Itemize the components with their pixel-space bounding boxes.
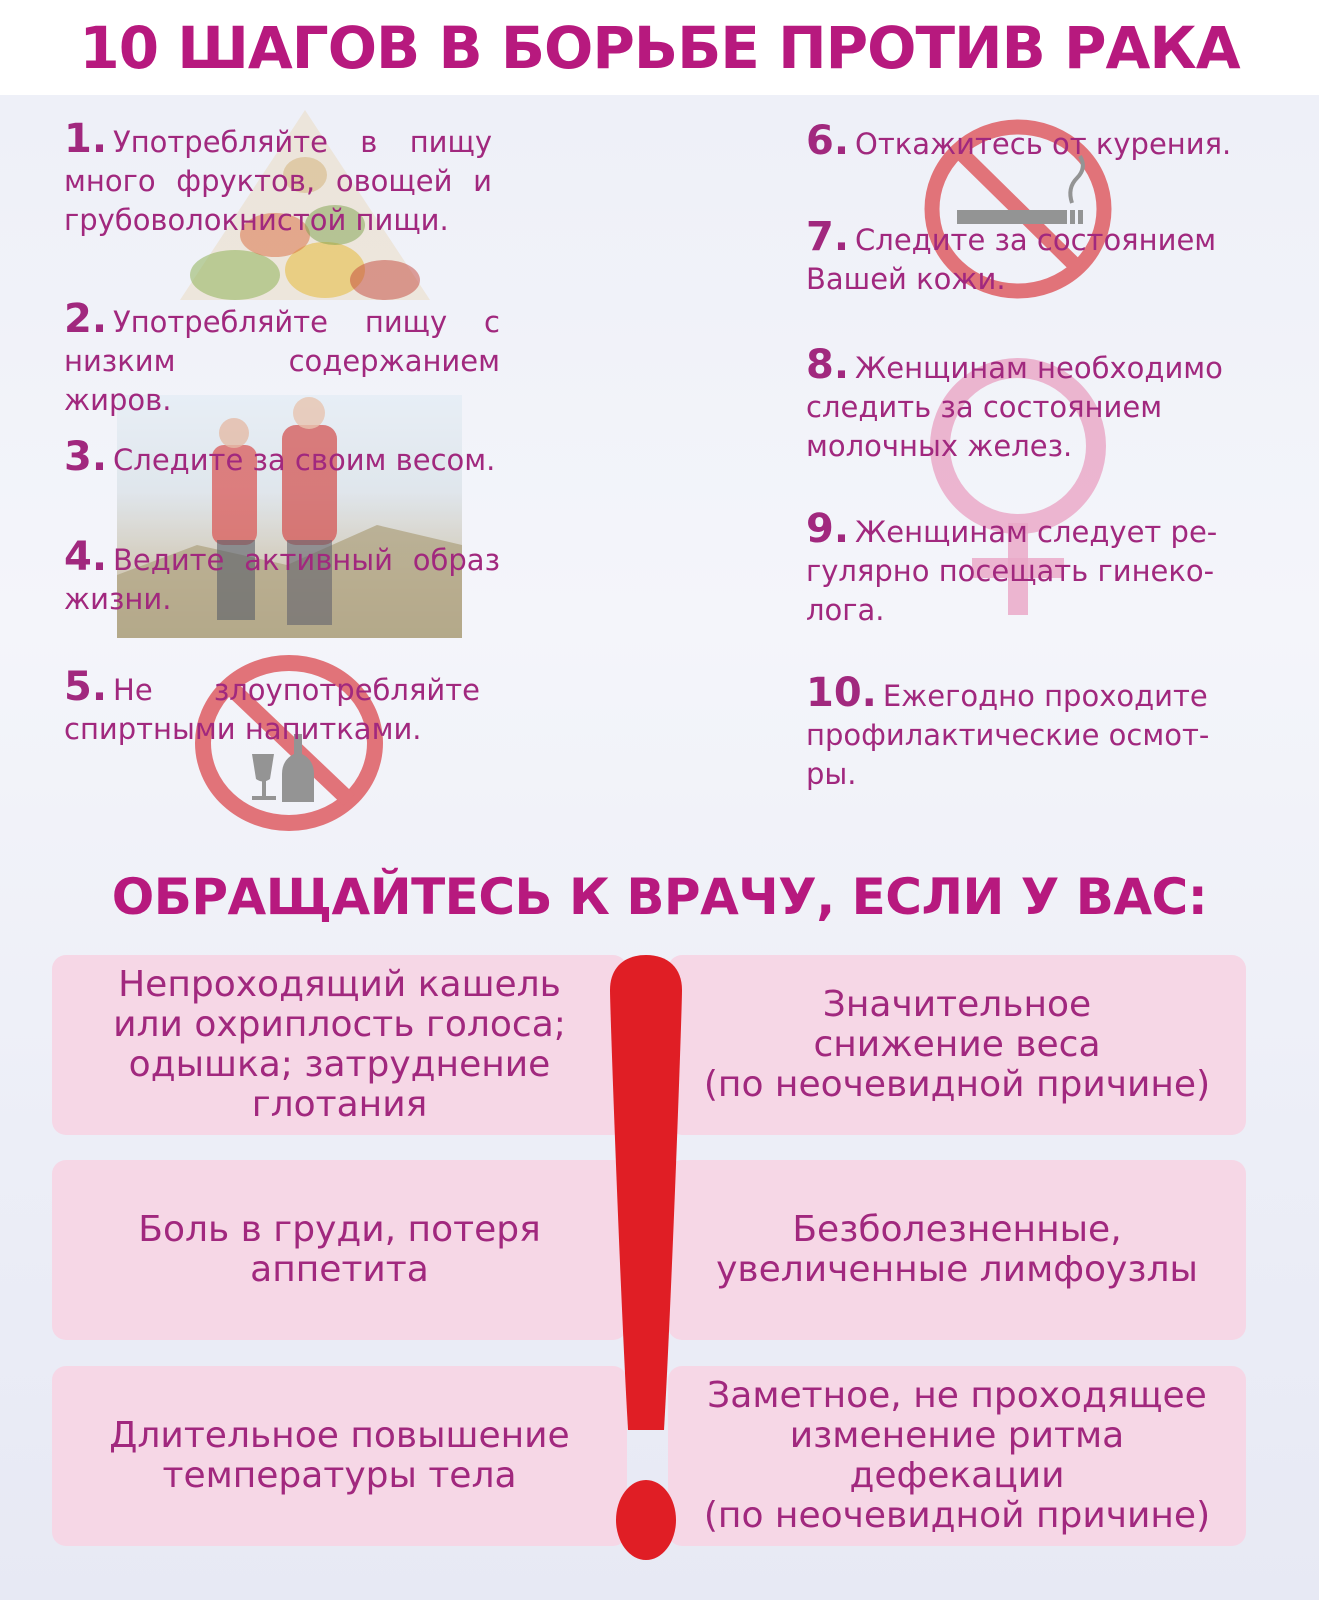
symptom-card-1 bbox=[52, 955, 627, 1135]
step-1: 1. Употребляйте в пищу много фруктов, овощей и грубоволокнистой пищи. bbox=[64, 116, 492, 237]
symptom-text: Значительное снижение веса (по неочевидной причине) bbox=[703, 984, 1211, 1105]
step-3: 3. Следите за своим весом. bbox=[64, 434, 496, 480]
symptom-card-6 bbox=[668, 1366, 1246, 1546]
symptom-card-5 bbox=[52, 1366, 627, 1546]
page-title: 10 ШАГОВ В БОРЬБЕ ПРОТИВ РАКА bbox=[79, 14, 1240, 82]
symptom-text: Длительное повышение температуры тела bbox=[109, 1415, 570, 1496]
symptom-text: Безболезненные, увеличенные лимфоузлы bbox=[716, 1209, 1198, 1290]
step-9: 9. Женщинам следует ре-гулярно посещать гинеко-лога. bbox=[806, 506, 1218, 627]
step-10: 10. Ежегодно проходите профилактические осмот-ры. bbox=[806, 670, 1210, 791]
step-6: 6. Откажитесь от курения. bbox=[806, 118, 1232, 164]
step-8: 8. Женщинам необходимо следить за состоянием молочных желез. bbox=[806, 342, 1223, 463]
symptom-text: Заметное, не проходящее изменение ритма дефекации (по неочевидной причине) bbox=[703, 1375, 1211, 1536]
step-4: 4. Ведите активный образ жизни. bbox=[64, 534, 500, 616]
symptom-card-4 bbox=[668, 1160, 1246, 1340]
doctor-section-title: ОБРАЩАЙТЕСЬ К ВРАЧУ, ЕСЛИ У ВАС: bbox=[111, 868, 1208, 926]
step-2: 2. Употребляйте пищу с низким содержанием жиров. bbox=[64, 296, 500, 417]
symptom-text: Непроходящий кашель или охриплость голоса; одышка; затруднение глотания bbox=[113, 964, 566, 1125]
symptom-card-2 bbox=[668, 955, 1246, 1135]
exclamation-icon bbox=[606, 950, 686, 1580]
symptom-card-3 bbox=[52, 1160, 627, 1340]
step-7: 7. Следите за состоянием Вашей кожи. bbox=[806, 214, 1217, 296]
symptom-text: Боль в груди, потеря аппетита bbox=[138, 1209, 541, 1290]
step-5: 5. Не злоупотребляйте спиртными напитками. bbox=[64, 664, 480, 746]
